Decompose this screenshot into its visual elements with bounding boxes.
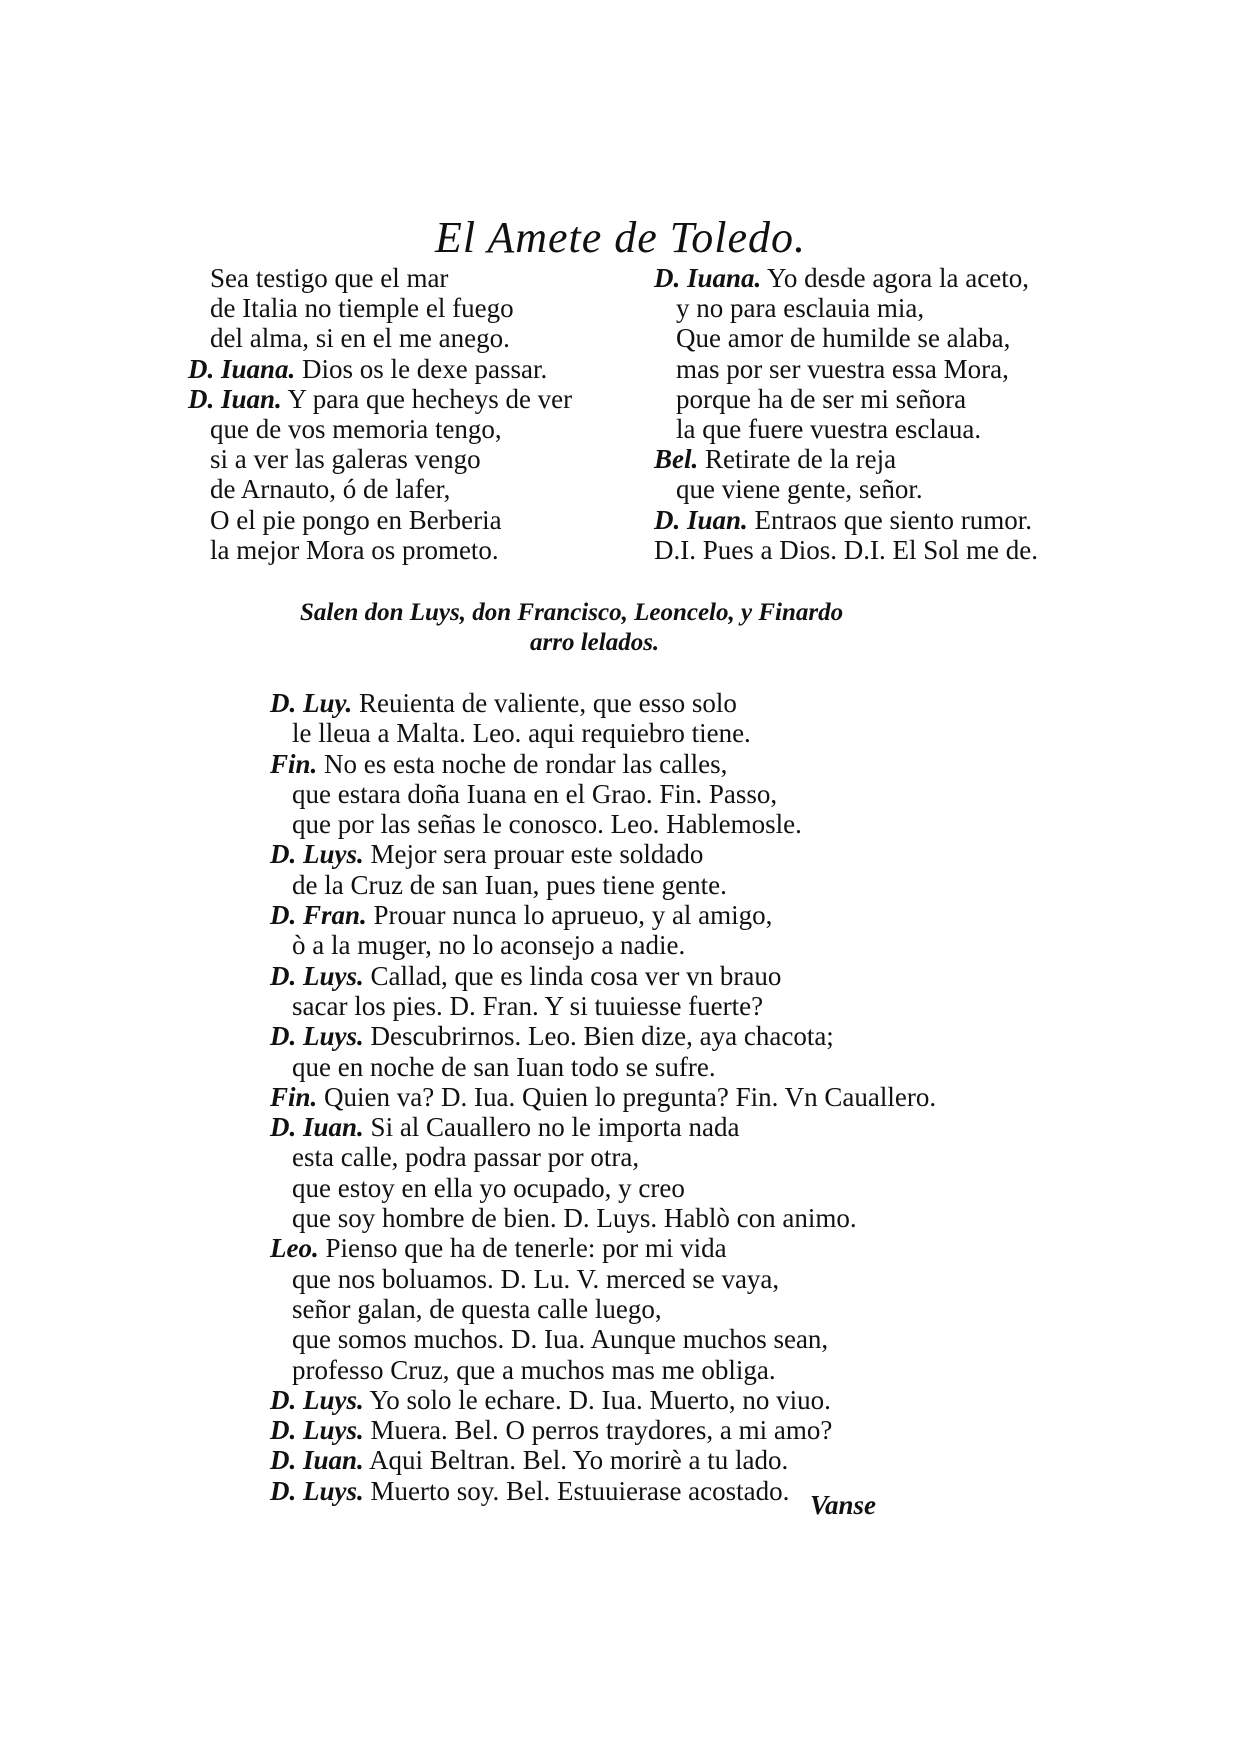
verse-text: que de vos memoria tengo,	[210, 414, 502, 445]
speaker-name: D. Luys.	[270, 839, 364, 870]
verse-line	[270, 1082, 990, 1112]
verse-text: Aqui Beltran. Bel. Yo morirè a tu lado.	[369, 1445, 789, 1476]
verse-line	[654, 323, 1074, 353]
verse-text: de Italia no tiemple el fuego	[210, 293, 514, 324]
verse-line	[270, 1355, 990, 1385]
verse-text: Quien va? D. Iua. Quien lo pregunta? Fin. Vn Cauallero.	[324, 1081, 937, 1112]
verse-text: esta calle, podra passar por otra,	[292, 1142, 640, 1173]
verse-text: que estara doña Iuana en el Grao. Fin. Passo,	[292, 778, 778, 809]
verse-text: O el pie pongo en Berberia	[210, 504, 502, 535]
verse-text: Callad, que es linda cosa ver vn brauo	[370, 960, 782, 991]
speaker-name: D. Iuan.	[654, 504, 748, 535]
verse-text: Sea testigo que el mar	[210, 263, 449, 293]
verse-text: professo Cruz, que a muchos mas me obliga.	[292, 1354, 776, 1385]
verse-text: porque ha de ser mi señora	[676, 383, 967, 414]
verse-text: Entraos que siento rumor.	[754, 504, 1032, 535]
speaker-name: D. Luy.	[270, 688, 353, 718]
verse-text: si a ver las galeras vengo	[210, 444, 481, 475]
verse-line	[188, 293, 648, 323]
speaker-name: D. Luys.	[270, 1475, 364, 1506]
verse-line	[654, 263, 1074, 293]
verse-line	[270, 1203, 990, 1233]
verse-line	[188, 323, 648, 353]
page-title: El Amete de Toledo.	[435, 213, 806, 262]
verse-line	[270, 1233, 990, 1263]
verse-line	[654, 414, 1074, 444]
speaker-name: D. Iuan.	[270, 1445, 364, 1476]
verse-line	[270, 1142, 990, 1172]
dialogue-block	[270, 688, 990, 1506]
verse-text: la mejor Mora os prometo.	[210, 534, 499, 565]
verse-line	[270, 870, 990, 900]
speaker-name: Fin.	[270, 748, 318, 779]
verse-line	[654, 505, 1074, 535]
verse-line	[188, 384, 648, 414]
verse-line	[654, 293, 1074, 323]
verse-line	[270, 1173, 990, 1203]
verse-text: No es esta noche de rondar las calles,	[324, 748, 728, 779]
speaker-name: Fin.	[270, 1081, 318, 1112]
verse-line	[270, 809, 990, 839]
speaker-name: D. Iuana.	[654, 263, 762, 293]
verse-text: que estoy en ella yo ocupado, y creo	[292, 1172, 685, 1203]
verse-text: Retirate de la reja	[705, 444, 897, 475]
verse-line	[270, 1324, 990, 1354]
verse-text: que viene gente, señor.	[676, 474, 923, 505]
verse-line	[654, 354, 1074, 384]
speaker-name: Leo.	[270, 1233, 319, 1264]
verse-line	[270, 1476, 990, 1506]
verse-line	[654, 535, 1074, 565]
verse-column-left	[188, 263, 648, 565]
verse-text: mas por ser vuestra essa Mora,	[676, 353, 1009, 384]
verse-text: Reuienta de valiente, que esso solo	[359, 688, 737, 718]
verse-text: que soy hombre de bien. D. Luys. Hablò con animo.	[292, 1203, 857, 1234]
verse-line	[188, 444, 648, 474]
speaker-name: D. Iuan.	[188, 383, 282, 414]
verse-text: de la Cruz de san Iuan, pues tiene gente.	[292, 869, 727, 900]
verse-line	[188, 263, 648, 293]
verse-line	[188, 474, 648, 504]
exit-direction: Vanse	[810, 1490, 877, 1520]
verse-line	[188, 414, 648, 444]
verse-text: Descubrirnos. Leo. Bien dize, aya chacota;	[370, 1021, 834, 1052]
verse-text: del alma, si en el me anego.	[210, 323, 510, 354]
verse-line	[270, 1021, 990, 1051]
verse-text: Yo desde agora la aceto,	[767, 263, 1029, 293]
verse-line	[270, 1264, 990, 1294]
verse-line	[270, 779, 990, 809]
verse-text: ò a la muger, no lo aconsejo a nadie.	[292, 930, 686, 961]
verse-text: Yo solo le echare. D. Iua. Muerto, no viuo.	[369, 1384, 831, 1415]
verse-text: le lleua a Malta. Leo. aqui requiebro tiene.	[292, 718, 751, 749]
verse-line	[270, 930, 990, 960]
verse-line	[270, 900, 990, 930]
verse-text: Prouar nunca lo aprueuo, y al amigo,	[373, 900, 773, 931]
verse-line	[188, 505, 648, 535]
verse-text: Que amor de humilde se alaba,	[676, 323, 1011, 354]
verse-text: Y para que hecheys de ver	[287, 383, 573, 414]
verse-line	[270, 991, 990, 1021]
verse-text: D.I. Pues a Dios. D.I. El Sol me de.	[654, 534, 1038, 565]
verse-line	[270, 1415, 990, 1445]
verse-text: Pienso que ha de tenerle: por mi vida	[325, 1233, 727, 1264]
verse-line	[270, 688, 990, 718]
verse-line	[270, 961, 990, 991]
verse-line	[270, 718, 990, 748]
stage-direction-line: arro lelados.	[530, 629, 660, 656]
speaker-name: D. Luys.	[270, 1021, 364, 1052]
verse-text: que somos muchos. D. Iua. Aunque muchos sean,	[292, 1324, 829, 1355]
verse-line	[188, 354, 648, 384]
stage-direction-line: Salen don Luys, don Francisco, Leoncelo, y Finardo	[300, 599, 844, 626]
verse-line	[270, 1294, 990, 1324]
verse-line	[654, 474, 1074, 504]
verse-line	[188, 535, 648, 565]
verse-line	[270, 1385, 990, 1415]
verse-text: Muerto soy. Bel. Estuuierase acostado.	[370, 1475, 790, 1506]
speaker-name: D. Iuan.	[270, 1112, 364, 1143]
verse-line	[270, 1445, 990, 1475]
speaker-name: D. Luys.	[270, 1384, 364, 1415]
speaker-name: D. Luys.	[270, 1415, 364, 1446]
verse-text: y no para esclauia mia,	[676, 293, 925, 324]
verse-text: que nos boluamos. D. Lu. V. merced se vaya,	[292, 1263, 780, 1294]
verse-line	[270, 1112, 990, 1142]
speaker-name: Bel.	[654, 444, 699, 475]
speaker-name: D. Luys.	[270, 960, 364, 991]
verse-text: Mejor sera prouar este soldado	[370, 839, 704, 870]
verse-text: señor galan, de questa calle luego,	[292, 1293, 662, 1324]
verse-text: que en noche de san Iuan todo se sufre.	[292, 1051, 716, 1082]
verse-text: Si al Cauallero no le importa nada	[370, 1112, 740, 1143]
verse-text: Dios os le dexe passar.	[302, 353, 548, 384]
verse-text: que por las señas le conosco. Leo. Hablemosle.	[292, 809, 802, 840]
verse-line	[270, 839, 990, 869]
verse-text: la que fuere vuestra esclaua.	[676, 414, 982, 445]
verse-text: Muera. Bel. O perros traydores, a mi amo?	[370, 1415, 833, 1446]
verse-column-right	[654, 263, 1074, 565]
verse-text: de Arnauto, ó de lafer,	[210, 474, 451, 505]
speaker-name: D. Iuana.	[188, 353, 296, 384]
verse-text: sacar los pies. D. Fran. Y si tuuiesse fuerte?	[292, 990, 764, 1021]
verse-line	[270, 1052, 990, 1082]
speaker-name: D. Fran.	[270, 900, 367, 931]
verse-line	[654, 444, 1074, 474]
stage-direction	[300, 598, 920, 658]
verse-line	[654, 384, 1074, 414]
verse-line	[270, 749, 990, 779]
